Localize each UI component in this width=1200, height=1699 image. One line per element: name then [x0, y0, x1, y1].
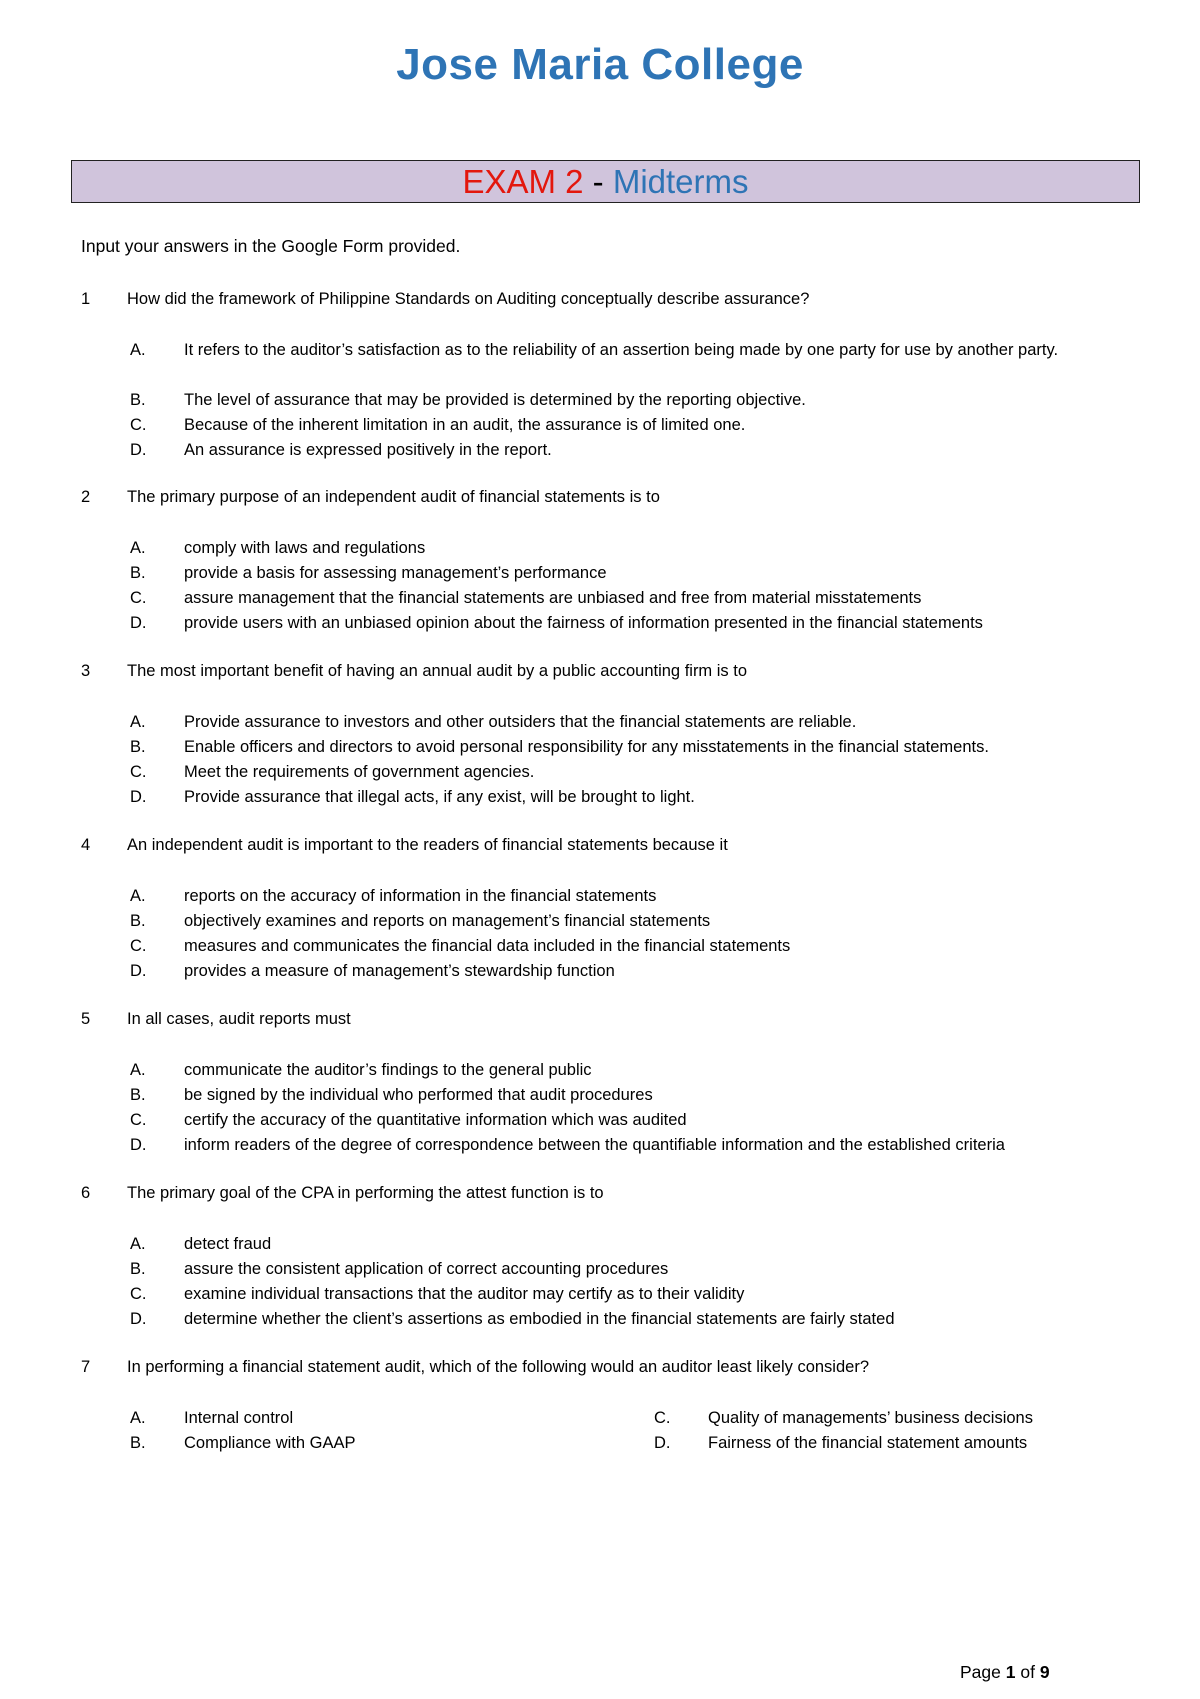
question-number: 6 — [81, 1184, 91, 1202]
option-text: The level of assurance that may be provided is determined by the reporting objective. — [184, 391, 806, 409]
option-text: reports on the accuracy of information in the financial statements — [184, 887, 657, 905]
option-letter: A. — [130, 887, 146, 905]
option-letter: A. — [130, 713, 146, 731]
option-text: provide users with an unbiased opinion about the fairness of information presented in the financial statements — [184, 614, 983, 632]
option-letter: D. — [130, 962, 147, 980]
option-letter: B. — [130, 738, 146, 756]
option-text: Compliance with GAAP — [184, 1434, 356, 1452]
option-letter: B. — [130, 391, 146, 409]
option-text: examine individual transactions that the auditor may certify as to their validity — [184, 1285, 745, 1303]
option-text: Meet the requirements of government agencies. — [184, 763, 535, 781]
exam-dash: - — [592, 163, 604, 200]
option-text: inform readers of the degree of correspondence between the quantifiable information and the established criteria — [184, 1136, 1005, 1154]
option-text: provides a measure of management’s stewardship function — [184, 962, 615, 980]
question-number: 5 — [81, 1010, 91, 1028]
option-letter: C. — [130, 589, 147, 607]
option-text: Quality of managements’ business decisions — [708, 1409, 1033, 1427]
exam-number: EXAM 2 — [462, 163, 584, 200]
question-text: The primary purpose of an independent audit of financial statements is to — [127, 488, 660, 506]
question-text: The most important benefit of having an annual audit by a public accounting firm is to — [127, 662, 748, 680]
option-text: Provide assurance that illegal acts, if any exist, will be brought to light. — [184, 788, 695, 806]
exam-term: Midterms — [612, 163, 749, 200]
option-text: Because of the inherent limitation in an audit, the assurance is of limited one. — [184, 416, 746, 434]
option-letter: B. — [130, 1086, 146, 1104]
option-text: comply with laws and regulations — [184, 539, 426, 557]
option-text: be signed by the individual who performed that audit procedures — [184, 1086, 653, 1104]
option-text: objectively examines and reports on management’s financial statements — [184, 912, 711, 930]
instructions: Input your answers in the Google Form provided. — [81, 236, 461, 256]
page-number-footer — [960, 1662, 1050, 1683]
question-text: In performing a financial statement audit, which of the following would an auditor least likely consider? — [127, 1358, 869, 1376]
option-letter: B. — [130, 564, 146, 582]
option-letter: D. — [130, 614, 147, 632]
option-text: It refers to the auditor’s satisfaction as to the reliability of an assertion being made by one party for use by another party. — [184, 341, 1059, 359]
option-letter: A. — [130, 1235, 146, 1253]
question-text: An independent audit is important to the readers of financial statements because it — [127, 836, 728, 854]
option-text: Internal control — [184, 1409, 294, 1427]
option-letter: C. — [130, 416, 147, 434]
option-text: assure the consistent application of correct accounting procedures — [184, 1260, 669, 1278]
option-letter: A. — [130, 1061, 146, 1079]
option-text: assure management that the financial statements are unbiased and free from material misstatements — [184, 589, 922, 607]
option-letter: C. — [130, 1285, 147, 1303]
option-text: detect fraud — [184, 1235, 272, 1253]
option-letter: B. — [130, 1260, 146, 1278]
question-number: 1 — [81, 290, 91, 308]
option-letter: A. — [130, 341, 146, 359]
question-number: 3 — [81, 662, 91, 680]
college-title: Jose Maria College — [396, 40, 804, 89]
option-letter: D. — [130, 441, 147, 459]
of-word: of — [1020, 1662, 1035, 1682]
option-text: An assurance is expressed positively in the report. — [184, 441, 552, 459]
question-text: In all cases, audit reports must — [127, 1010, 351, 1028]
option-letter: C. — [130, 1111, 147, 1129]
option-letter: C. — [130, 763, 147, 781]
option-letter: C. — [130, 937, 147, 955]
current-page: 1 — [1005, 1662, 1016, 1682]
option-letter: D. — [654, 1434, 671, 1452]
option-letter: B. — [130, 1434, 146, 1452]
option-text: Provide assurance to investors and other outsiders that the financial statements are reliable. — [184, 713, 857, 731]
question-text: The primary goal of the CPA in performing the attest function is to — [127, 1184, 604, 1202]
option-letter: B. — [130, 912, 146, 930]
option-letter: C. — [654, 1409, 671, 1427]
question-text: How did the framework of Philippine Standards on Auditing conceptually describe assurance? — [127, 290, 810, 308]
option-text: certify the accuracy of the quantitative information which was audited — [184, 1111, 687, 1129]
option-text: Enable officers and directors to avoid personal responsibility for any misstatements in the financial statements. — [184, 738, 989, 756]
option-text: Fairness of the financial statement amounts — [708, 1434, 1028, 1452]
option-letter: A. — [130, 539, 146, 557]
option-letter: A. — [130, 1409, 146, 1427]
exam-title-banner — [71, 160, 1140, 203]
question-number: 4 — [81, 836, 91, 854]
question-number: 7 — [81, 1358, 91, 1376]
page-word: Page — [960, 1662, 1001, 1682]
option-text: determine whether the client’s assertions as embodied in the financial statements are fairly stated — [184, 1310, 895, 1328]
option-text: provide a basis for assessing management’s performance — [184, 564, 607, 582]
option-letter: D. — [130, 1136, 147, 1154]
option-letter: D. — [130, 1310, 147, 1328]
question-number: 2 — [81, 488, 91, 506]
option-letter: D. — [130, 788, 147, 806]
total-pages: 9 — [1039, 1662, 1050, 1682]
option-text: measures and communicates the financial data included in the financial statements — [184, 937, 791, 955]
option-text: communicate the auditor’s findings to the general public — [184, 1061, 592, 1079]
